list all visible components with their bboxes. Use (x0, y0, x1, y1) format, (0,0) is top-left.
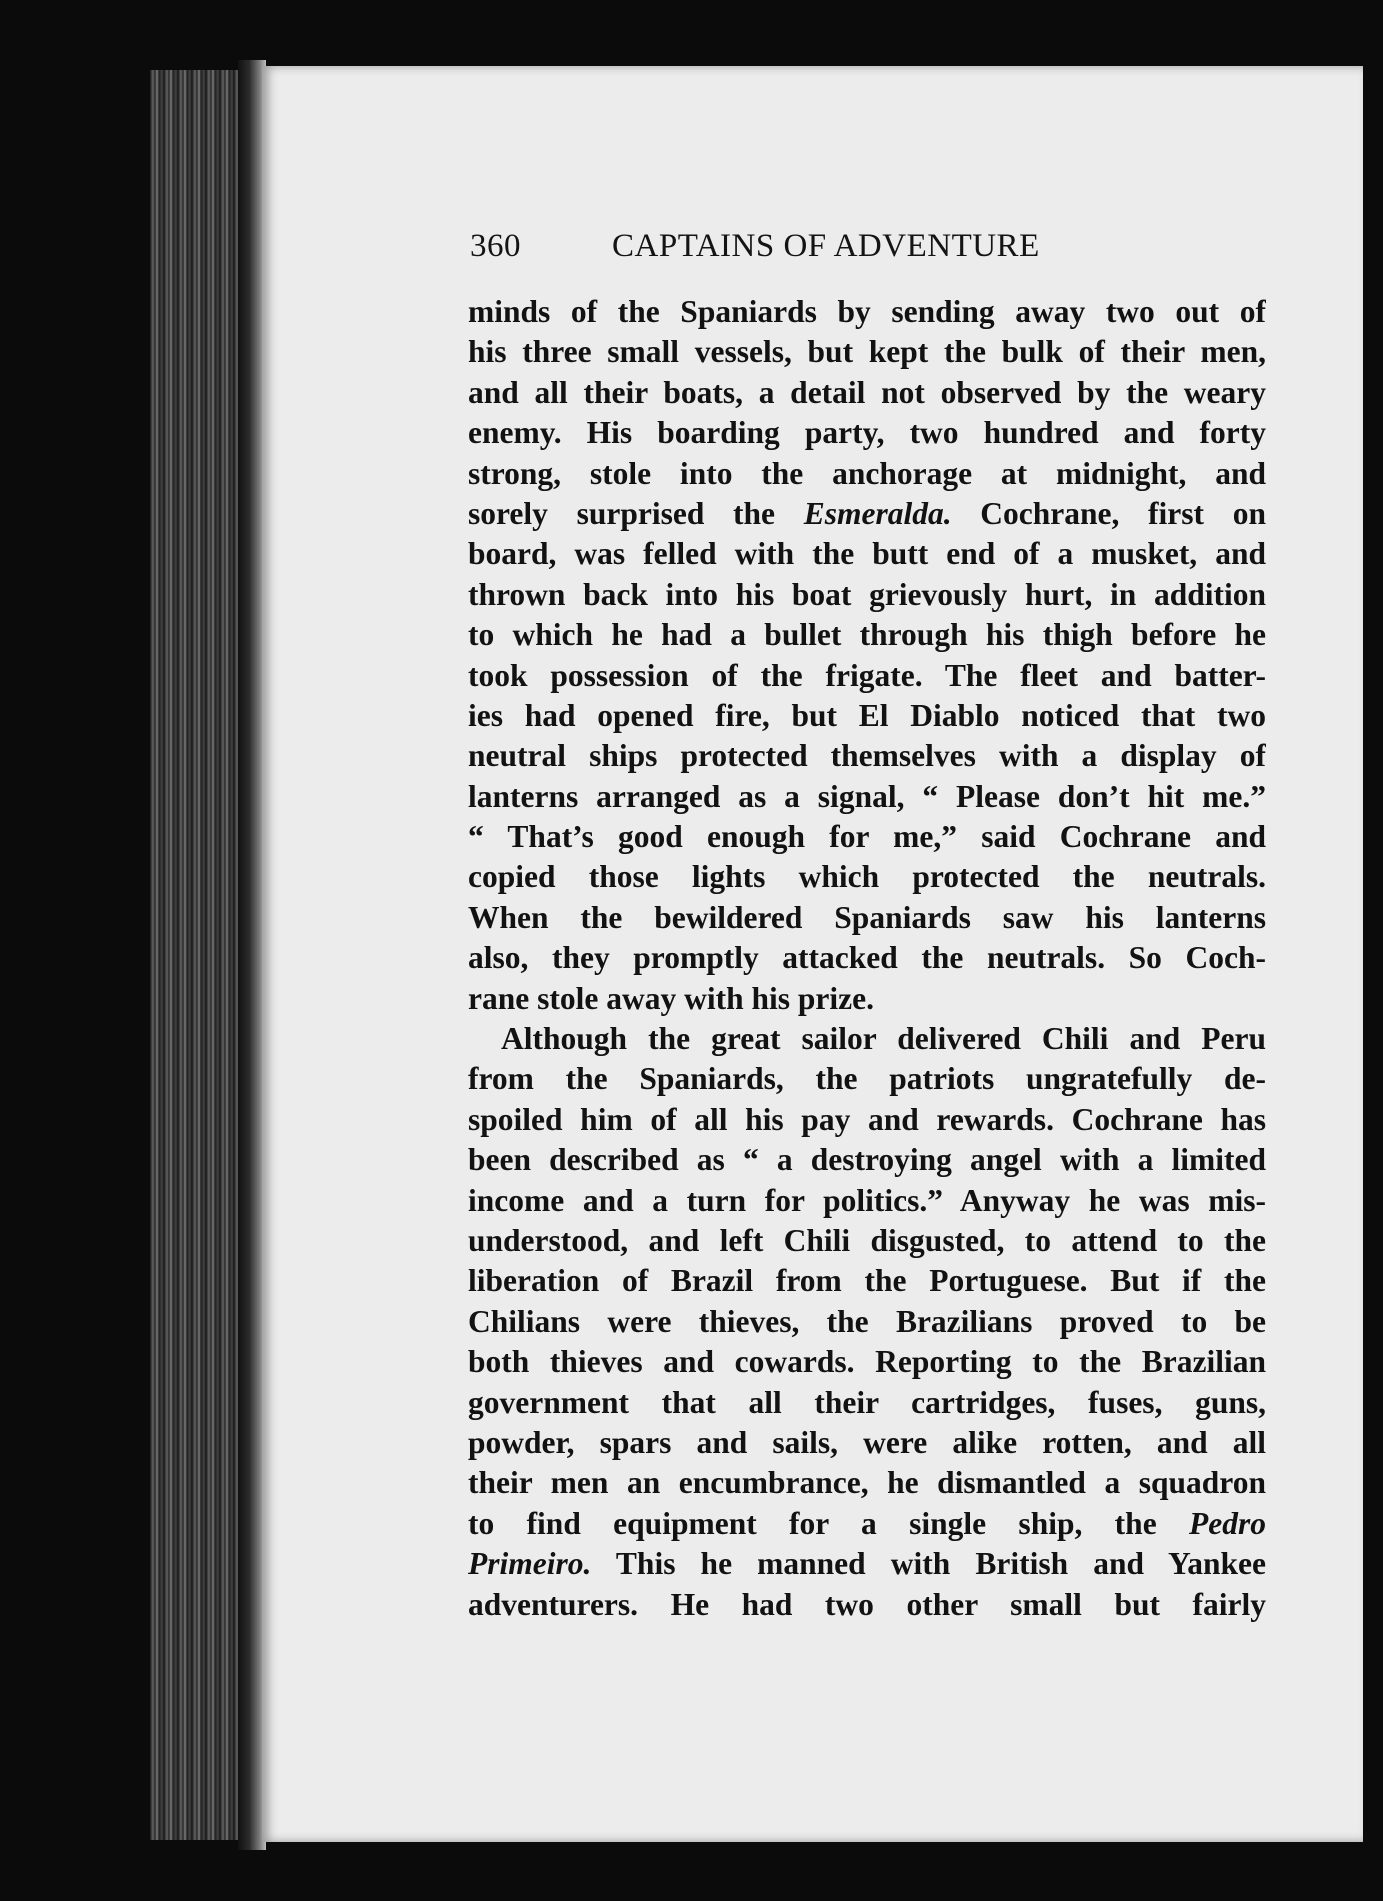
text-line (468, 696, 1266, 736)
text-line (468, 1181, 1266, 1221)
text-segment: and all their boats, a detail not observed by the weary (468, 374, 1266, 410)
text-segment: income and a turn for politics.” Anyway he was mis- (468, 1182, 1266, 1218)
text-line (468, 857, 1266, 897)
text-line (468, 1100, 1266, 1140)
text-segment: thrown back into his boat grievously hurt, in addition (468, 576, 1266, 612)
text-segment: both thieves and cowards. Reporting to the Brazilian (468, 1344, 1266, 1380)
italic-text: Primeiro. (468, 1546, 592, 1582)
text-line (468, 1383, 1266, 1423)
text-segment: adventurers. He had two other small but fairly (468, 1586, 1266, 1622)
text-segment: neutral ships protected themselves with a display of (468, 738, 1266, 774)
text-segment: board, was felled with the butt end of a musket, and (468, 536, 1266, 572)
text-segment: took possession of the frigate. The fleet and batter- (468, 657, 1266, 693)
text-line (468, 413, 1266, 453)
italic-text: Pedro (1189, 1505, 1266, 1541)
text-segment: liberation of Brazil from the Portuguese. But if the (468, 1263, 1266, 1299)
text-line (468, 1504, 1266, 1544)
text-line (468, 1544, 1266, 1584)
book-title: CAPTAINS OF ADVENTURE (612, 228, 1040, 264)
text-segment: When the bewildered Spaniards saw his lanterns (468, 899, 1266, 935)
text-line (468, 494, 1266, 534)
text-segment: Chilians were thieves, the Brazilians proved to be (468, 1303, 1266, 1339)
text-segment: “ That’s good enough for me,” said Cochrane and (468, 819, 1266, 855)
text-line (468, 534, 1266, 574)
text-segment: from the Spaniards, the patriots ungratefully de- (468, 1061, 1266, 1097)
text-segment: rane stole away with his prize. (468, 980, 874, 1016)
text-line (468, 1302, 1266, 1342)
text-line (468, 898, 1266, 938)
text-segment: spoiled him of all his pay and rewards. Cochrane has (468, 1101, 1266, 1137)
text-line (468, 1585, 1266, 1625)
text-segment: been described as “ a destroying angel with a limited (468, 1142, 1266, 1178)
text-line (468, 575, 1266, 615)
text-line (468, 979, 1266, 1019)
text-segment: also, they promptly attacked the neutrals. So Coch- (468, 940, 1266, 976)
text-segment: to find equipment for a single ship, the (468, 1505, 1190, 1541)
italic-text: Esmeralda. (803, 495, 952, 531)
text-segment: sorely surprised the (468, 495, 804, 531)
text-line (468, 454, 1266, 494)
running-head (470, 228, 1130, 284)
text-segment: strong, stole into the anchorage at midnight, and (468, 455, 1266, 491)
body-text (468, 292, 1266, 1625)
text-line (468, 1463, 1266, 1503)
text-segment: Although the great sailor delivered Chili and Peru (501, 1021, 1266, 1057)
text-line (468, 938, 1266, 978)
page-number: 360 (470, 228, 521, 264)
text-segment: ies had opened fire, but El Diablo noticed that two (468, 697, 1266, 733)
text-line (468, 1342, 1266, 1382)
text-line (468, 1261, 1266, 1301)
text-line (468, 373, 1266, 413)
text-line (468, 1140, 1266, 1180)
text-segment: lanterns arranged as a signal, “ Please don’t hit me.” (468, 778, 1266, 814)
text-segment: minds of the Spaniards by sending away two out of (468, 294, 1266, 329)
text-line (468, 736, 1266, 776)
text-line (468, 615, 1266, 655)
text-segment: This he manned with British and Yankee (591, 1546, 1266, 1582)
text-line (468, 292, 1266, 332)
text-segment: government that all their cartridges, fuses, guns, (468, 1384, 1266, 1420)
text-line (468, 817, 1266, 857)
text-segment: their men an encumbrance, he dismantled a squadron (468, 1465, 1266, 1501)
text-segment: understood, and left Chili disgusted, to attend to the (468, 1222, 1266, 1258)
text-line (468, 1423, 1266, 1463)
text-line (468, 332, 1266, 372)
text-segment: powder, spars and sails, were alike rotten, and all (468, 1424, 1266, 1460)
text-line (468, 1059, 1266, 1099)
text-line (468, 777, 1266, 817)
text-segment: to which he had a bullet through his thigh before he (468, 617, 1266, 653)
text-line (468, 656, 1266, 696)
text-segment: copied those lights which protected the neutrals. (468, 859, 1266, 895)
text-line (468, 1019, 1266, 1059)
text-segment: enemy. His boarding party, two hundred and forty (468, 415, 1266, 451)
text-segment: his three small vessels, but kept the bulk of their men, (468, 334, 1266, 370)
text-line (468, 1221, 1266, 1261)
text-segment: Cochrane, first on (951, 495, 1266, 531)
